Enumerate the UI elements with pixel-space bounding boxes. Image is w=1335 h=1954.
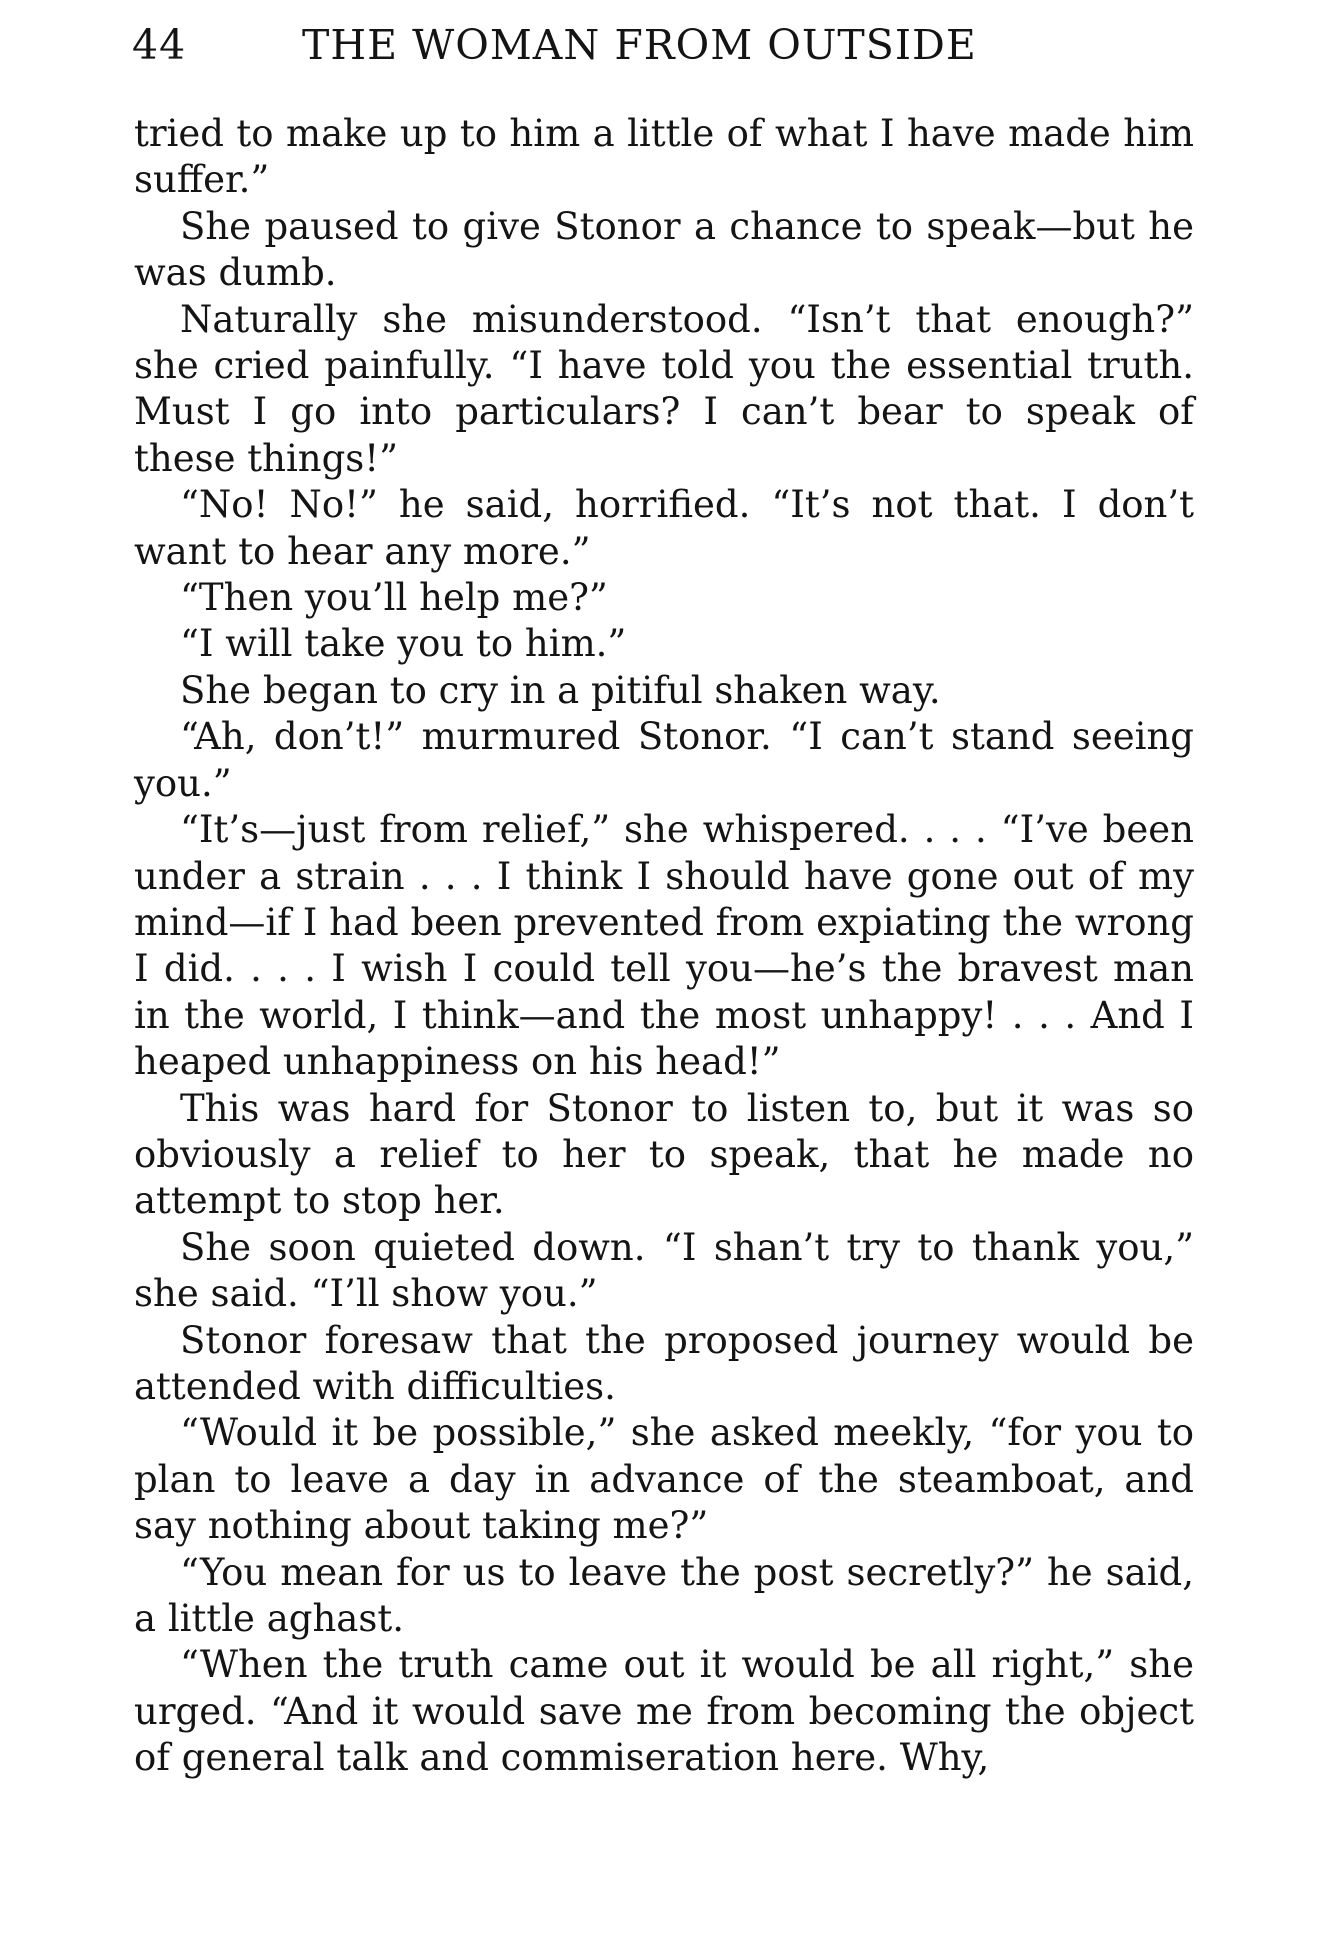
book-title: THE WOMAN FROM OUTSIDE [302,21,977,69]
paragraph: Stonor foresaw that the proposed journey would be attended with difficulties. [134,1318,1194,1408]
running-head [132,10,1192,80]
paragraph: “Would it be possible,” she asked meekly, “for you to plan to leave a day in advance of the steamboat, and say nothing about taking me?” [134,1411,1194,1548]
paragraph: tried to make up to him a little of what I have made him suffer.” [134,112,1194,202]
page-number: 44 [132,21,187,69]
paragraph: “I will take you to him.” [180,622,627,666]
paragraph: “Ah, don’t!” murmured Stonor. “I can’t stand seeing you.” [134,715,1194,805]
body-text [134,111,1194,1782]
paragraph: This was hard for Stonor to listen to, but it was so obviously a relief to her to speak, that he made no attempt to stop her. [134,1086,1194,1223]
paragraph: “You mean for us to leave the post secretly?” he said, a little aghast. [134,1550,1194,1640]
paragraph: “When the truth came out it would be all right,” she urged. “And it would save me from becoming the object of general talk and commiseration here. Why, [134,1643,1194,1780]
paragraph: She soon quieted down. “I shan’t try to thank you,” she said. “I’ll show you.” [134,1225,1194,1316]
paragraph: “Then you’ll help me?” [180,576,608,620]
paragraph: She paused to give Stonor a chance to speak—but he was dumb. [134,204,1194,295]
paragraph: She began to cry in a pitiful shaken way. [180,668,941,712]
paragraph: Naturally she misunderstood. “Isn’t that enough?” she cried painfully. “I have told you the essential truth. Must I go into particulars? I can’t bear to speak of these things!” [134,297,1194,480]
paragraph: “It’s—just from relief,” she whispered. . . . “I’ve been under a strain . . . I think I should have gone out of my mind—if I had been prevented from expiating the wrong I did. . . . I wish I could tell you—he’s the bravest man in the world, I think—and the most unhappy! . . . And I heaped unhappiness on his head!” [134,808,1194,1084]
paragraph: “No! No!” he said, horrified. “It’s not that. I don’t want to hear any more.” [134,483,1194,573]
